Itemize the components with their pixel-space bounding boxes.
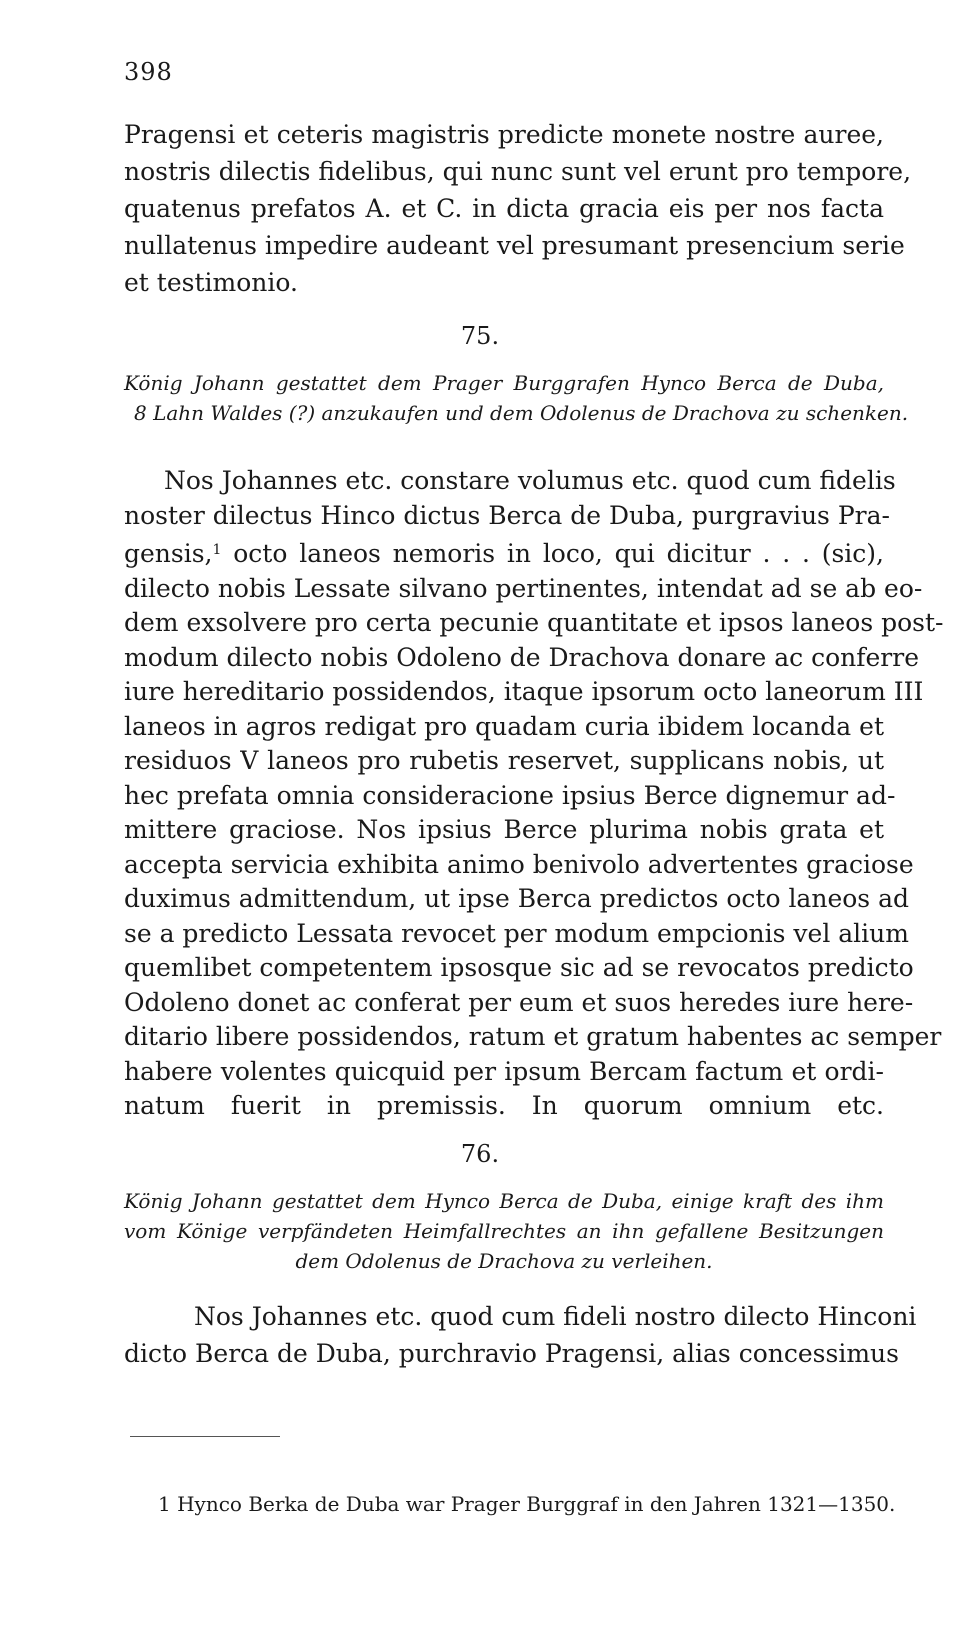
text-line: se a predicto Lessata revocet per modum empcionis vel alium	[124, 918, 909, 948]
footnote-marker[interactable]: 1	[212, 542, 222, 558]
text-line: residuos V laneos pro rubetis reservet, supplicans nobis, ut	[124, 746, 884, 775]
text-line: mittere graciose. Nos ipsius Berce plurima nobis grata et	[124, 815, 884, 844]
intro-paragraph	[124, 116, 912, 301]
heading-line: König Johann gestattet dem Hynco Berca de Duba, einige kraft des ihm	[124, 1189, 884, 1213]
footnote-divider	[130, 1436, 280, 1437]
section-number-76: 76.	[460, 1140, 500, 1168]
section-number-75: 75.	[460, 322, 500, 350]
text-line: Odoleno donet ac conferat per eum et suos heredes iure here-	[124, 987, 914, 1017]
footnote-marker: 1	[158, 1492, 171, 1516]
section-75-heading	[124, 368, 909, 428]
heading-line: vom Könige verpfändeten Heimfallrechtes an ihn gefallene Besitzungen	[124, 1219, 884, 1243]
heading-line: König Johann gestattet dem Prager Burggrafen Hynco Berca de Duba,	[124, 371, 884, 395]
text-line: dilecto nobis Lessate silvano pertinentes, intendat ad se ab eo-	[124, 573, 923, 603]
text-line: dem exsolvere pro certa pecunie quantitate et ipsos laneos post-	[124, 608, 944, 637]
text-line: dicto Berca de Duba, purchravio Pragensi, alias concessimus	[124, 1339, 899, 1368]
text-line: ditario libere possidendos, ratum et gratum habentes ac semper	[124, 1022, 942, 1051]
text-line: natum fuerit in premissis. In quorum omnium etc.	[124, 1091, 884, 1120]
text-line: iure hereditario possidendos, itaque ipsorum octo laneorum III	[124, 677, 924, 706]
text-line: Pragensi et ceteris magistris predicte monete nostre auree,	[124, 120, 884, 149]
text-line: duximus admittendum, ut ipse Berca predictos octo laneos ad	[124, 884, 909, 913]
heading-line: 8 Lahn Waldes (?) anzukaufen und dem Odolenus de Drachova zu schenken.	[134, 401, 909, 425]
section-76-body	[124, 1298, 917, 1372]
text-line: accepta servicia exhibita animo benivolo advertentes graciose	[124, 849, 914, 879]
text-line: habere volentes quicquid per ipsum Bercam factum et ordi-	[124, 1056, 884, 1086]
text-line: Nos Johannes etc. constare volumus etc. quod cum fidelis	[164, 466, 896, 495]
text-line: et testimonio.	[124, 268, 298, 297]
text-fragment: octo laneos nemoris in loco, qui dicitur . . . (sic),	[233, 539, 884, 568]
text-line: modum dilecto nobis Odoleno de Drachova donare ac conferre	[124, 642, 919, 672]
section-76-heading	[124, 1186, 884, 1276]
section-75-body	[124, 464, 944, 1124]
text-line	[124, 533, 884, 572]
text-line: laneos in agros redigat pro quadam curia ibidem locanda et	[124, 711, 884, 741]
text-line: nullatenus impedire audeant vel presumant presencium serie	[124, 231, 905, 260]
heading-line: dem Odolenus de Drachova zu verleihen.	[295, 1249, 713, 1273]
text-line: hec prefata omnia consideracione ipsius Berce dignemur ad-	[124, 780, 896, 810]
footnote	[158, 1492, 898, 1516]
text-fragment: gensis,	[124, 539, 213, 568]
text-line: Nos Johannes etc. quod cum fideli nostro dilecto Hinconi	[194, 1302, 917, 1331]
page-number: 398	[124, 58, 173, 86]
footnote-text: Hynco Berka de Duba war Prager Burggraf in den Jahren 1321—1350.	[177, 1492, 896, 1516]
text-line: quemlibet competentem ipsosque sic ad se revocatos predicto	[124, 953, 914, 982]
text-line: quatenus prefatos A. et C. in dicta gracia eis per nos facta	[124, 194, 884, 223]
text-line: nostris dilectis fidelibus, qui nunc sunt vel erunt pro tempore,	[124, 157, 912, 186]
text-line: noster dilectus Hinco dictus Berca de Duba, purgravius Pra-	[124, 500, 890, 530]
